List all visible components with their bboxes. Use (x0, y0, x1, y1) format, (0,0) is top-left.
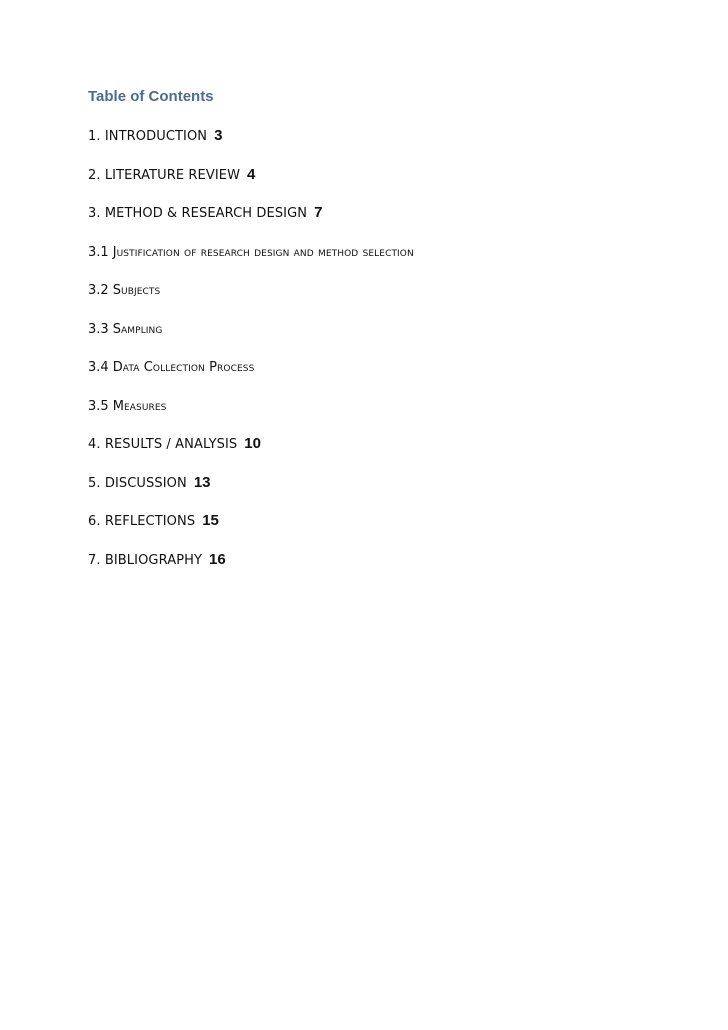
toc-entry-label: 5. DISCUSSION (88, 475, 187, 491)
toc-entry-bibliography[interactable] (88, 550, 414, 589)
toc-subentry-label: Measures (112, 398, 167, 414)
toc-entry-page-number: 13 (193, 473, 211, 491)
toc-subentry-number: 3.2 (88, 283, 109, 298)
toc-subentry-sampling[interactable] (88, 319, 414, 358)
toc-subentry-measures[interactable] (88, 396, 414, 435)
toc-entry-page-number: 15 (202, 512, 219, 529)
toc-entry-label: 3. METHOD & RESEARCH DESIGN (88, 206, 308, 221)
toc-subentry-label: Sampling (112, 321, 163, 337)
toc-title: Table of Contents (88, 88, 214, 105)
toc-entry-label: 7. BIBLIOGRAPHY (88, 552, 203, 568)
toc-entry-page-number: 7 (314, 204, 323, 221)
toc-entry-label: 1. INTRODUCTION (88, 129, 208, 144)
toc-entry-page-number: 3 (214, 127, 223, 144)
toc-subentry-number: 3.5 (88, 398, 109, 414)
toc-entry-page-number: 16 (209, 550, 226, 568)
toc-list (88, 126, 414, 588)
toc-entry-page-number: 10 (244, 435, 261, 452)
toc-subentry-label: Subjects (112, 283, 161, 298)
toc-subentry-label: Data Collection Process (112, 360, 255, 375)
toc-entry-results-analysis[interactable] (88, 434, 414, 473)
toc-entry-method-research-design[interactable] (88, 203, 414, 242)
toc-entry-label: 4. RESULTS / ANALYSIS (88, 437, 238, 452)
toc-subentry-number: 3.4 (88, 360, 109, 375)
toc-entry-literature-review[interactable] (88, 165, 414, 204)
toc-subentry-subjects[interactable] (88, 280, 414, 319)
toc-subentry-justification[interactable] (88, 242, 414, 281)
toc-entry-label: 6. REFLECTIONS (88, 514, 196, 529)
toc-entry-introduction[interactable] (88, 126, 414, 165)
toc-entry-label: 2. LITERATURE REVIEW (88, 167, 241, 183)
toc-entry-page-number: 4 (247, 165, 256, 183)
toc-entry-discussion[interactable] (88, 473, 414, 512)
toc-entry-reflections[interactable] (88, 511, 414, 550)
toc-subentry-data-collection-process[interactable] (88, 357, 414, 396)
toc-subentry-number: 3.3 (88, 321, 109, 337)
toc-subentry-number: 3.1 (88, 244, 109, 260)
toc-subentry-label: Justification of research design and method selection (112, 244, 414, 260)
